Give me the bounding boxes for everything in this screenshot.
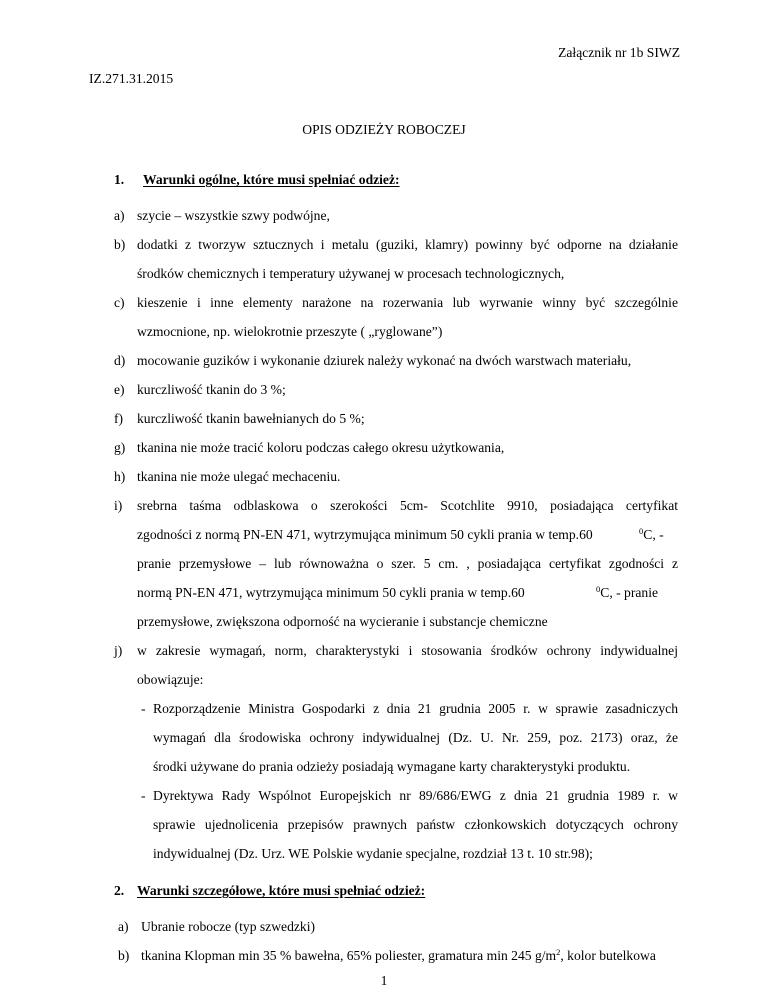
list-marker: b) [118, 948, 130, 963]
list-marker: j) [114, 643, 123, 658]
reference-number: IZ.271.31.2015 [89, 71, 174, 86]
section-1-heading: Warunki ogólne, które musi spełniać odzież: [143, 172, 400, 187]
dash-marker: - [141, 701, 146, 716]
line-text: zgodności z normą PN-EN 471, wytrzymująca minimum 50 cykli prania w temp.60 [137, 527, 593, 542]
list-item-line: srebrna taśma odblaskowa o szerokości 5cm- Scotchlite 9910, posiadająca certyfikat [137, 498, 678, 513]
dash-marker: - [141, 788, 146, 803]
list-marker: f) [114, 411, 124, 426]
superscript: 0 [639, 526, 644, 536]
list-marker: d) [114, 353, 126, 368]
list-marker: g) [114, 440, 126, 455]
page-number: 1 [380, 973, 388, 988]
section-2-number: 2. [114, 883, 125, 898]
list-item-line: Dyrektywa Rady Wspólnot Europejskich nr 89/686/EWG z dnia 21 grudnia 1989 r. w [153, 788, 678, 803]
list-marker: a) [114, 208, 125, 223]
line-text-tail [596, 586, 658, 600]
superscript: 2 [556, 947, 561, 957]
list-item-line: kieszenie i inne elementy narażone na rozerwania lub wyrwanie winny być szczególnie [137, 295, 678, 310]
list-item-line: wzmocnione, np. wielokrotnie przeszyte ( „ryglowane”) [137, 324, 443, 339]
list-item: mocowanie guzików i wykonanie dziurek należy wykonać na dwóch warstwach materiału, [137, 353, 632, 368]
list-item: tkanina nie może tracić koloru podczas całego okresu użytkowania, [137, 440, 505, 455]
list-marker: a) [118, 919, 129, 934]
superscript: 0 [596, 584, 601, 594]
list-item-line: obowiązuje: [137, 672, 204, 687]
list-item: kurczliwość tkanin do 3 %; [137, 382, 286, 397]
section-1-number: 1. [114, 172, 125, 187]
list-item: tkanina nie może ulegać mechaceniu. [137, 469, 341, 484]
line-text: C, - pranie [600, 585, 659, 600]
list-marker: h) [114, 469, 126, 484]
list-item-line: środki używane do prania odzieży posiadają wymagane karty charakterystyki produktu. [153, 759, 631, 774]
section-2-heading: Warunki szczegółowe, które musi spełniać odzież: [137, 883, 426, 898]
list-marker: e) [114, 382, 125, 397]
list-marker: c) [114, 295, 125, 310]
list-marker: i) [114, 498, 123, 513]
list-item-line: przemysłowe, zwiększona odporność na wycieranie i substancje chemiczne [137, 614, 548, 629]
line-text: tkanina Klopman min 35 % bawełna, 65% poliester, gramatura min 245 g/m [141, 948, 557, 963]
list-item-line [141, 949, 656, 963]
list-item-line: pranie przemysłowe – lub równoważna o szer. 5 cm. , posiadająca certyfikat zgodności z [137, 556, 678, 571]
list-marker: b) [114, 237, 126, 252]
line-text-tail [639, 528, 664, 542]
list-item-line: środków chemicznych i temperatury używanej w procesach technologicznych, [137, 266, 565, 281]
list-item: szycie – wszystkie szwy podwójne, [137, 208, 330, 223]
list-item-line: sprawie ujednolicenia przepisów prawnych państw członkowskich dotyczących ochrony [153, 817, 678, 832]
list-item-line [137, 528, 678, 542]
list-item: Ubranie robocze (typ szwedzki) [141, 919, 315, 934]
list-item-line: indywidualnej (Dz. Urz. WE Polskie wydanie specjalne, rozdział 13 t. 10 str.98); [153, 846, 593, 861]
list-item-line: wymagań dla środowiska ochrony indywidualnej (Dz. U. Nr. 259, poz. 2173) oraz, że [153, 730, 678, 745]
list-item-line: Rozporządzenie Ministra Gospodarki z dnia 21 grudnia 2005 r. w sprawie zasadniczych [153, 701, 678, 716]
list-item: kurczliwość tkanin bawełnianych do 5 %; [137, 411, 365, 426]
list-item-line: dodatki z tworzyw sztucznych i metalu (guziki, klamry) powinny być odporne na działanie [137, 237, 678, 252]
line-text: C, - [643, 527, 664, 542]
list-item-line: normą PN-EN 471, wytrzymująca minimum 50 cykli prania w temp.60 [137, 585, 525, 600]
page-title: OPIS ODZIEŻY ROBOCZEJ [302, 122, 466, 137]
attachment-label: Załącznik nr 1b SIWZ [558, 45, 680, 60]
list-item-line: w zakresie wymagań, norm, charakterystyki i stosowania środków ochrony indywidualnej [137, 643, 678, 658]
line-text: , kolor butelkowa [560, 948, 656, 963]
